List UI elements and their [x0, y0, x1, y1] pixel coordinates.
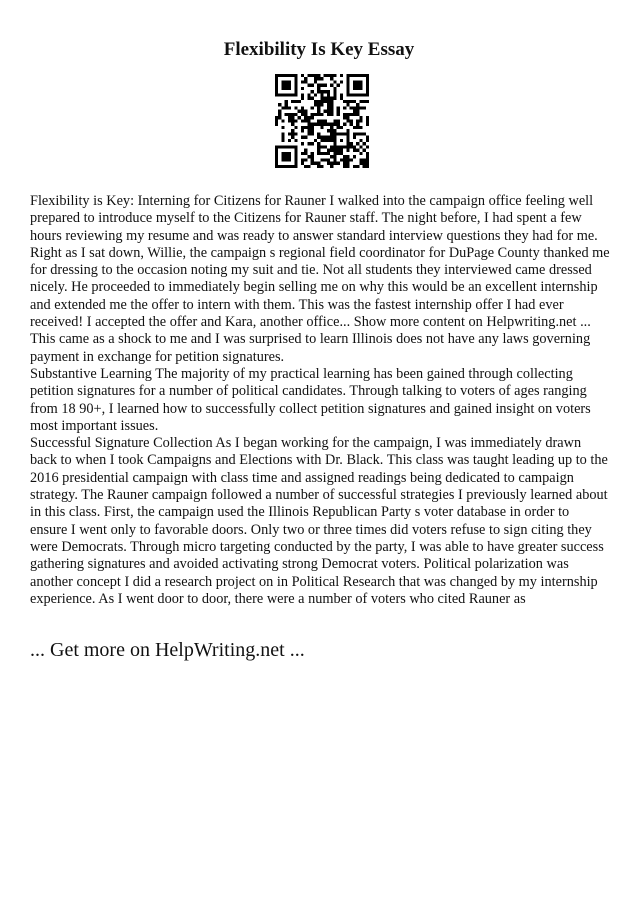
- qr-code-icon: [275, 74, 369, 168]
- qr-code-graphic: [275, 74, 369, 168]
- essay-paragraph-2: This came as a shock to me and I was surprised to learn Illinois does not have any laws governing payment in exchange for petition signatures.: [30, 331, 591, 365]
- essay-paragraph-1: Flexibility is Key: Interning for Citizens for Rauner I walked into the campaign office feeling well prepared to introduce myself to the Citizens for Rauner staff. The night before, I had spent a few hours reviewing my resume and was ready to answer standard interview questions they had for me. Right as I sat down, Willie, the campaign s regional field coordinator for DuPage County thanked me for dressing to the occasion noting my suit and tie. Not all students they interviewed came dressed nicely. He proceeded to immediately begin selling me on why this would be an excellent internship and extended me the offer to intern with them. This was the fastest internship offer I had ever received! I accepted the offer and Kara, another office... Show more content on Helpwriting.net ...: [30, 193, 610, 331]
- page-title: Flexibility Is Key Essay: [223, 39, 415, 60]
- essay-paragraph-3: Substantive Learning The majority of my practical learning has been gained through collecting petition signatures for a number of political candidates. Through talking to voters of ages ranging from 18 90+, I learned how to successfully collect petition signatures and gained insight on voters most important issues.: [30, 365, 591, 434]
- essay-body: [30, 193, 610, 608]
- get-more-link[interactable]: ... Get more on HelpWriting.net ...: [30, 639, 305, 661]
- essay-paragraph-4: Successful Signature Collection As I began working for the campaign, I was immediately drawn back to when I took Campaigns and Elections with Dr. Black. This class was taught leading up to the 2016 presidential campaign with class time and assigned readings being dedicated to campaign strategy. The Rauner campaign followed a number of successful strategies I previously learned about in this class. First, the campaign used the Illinois Republican Party s voter database in order to ensure I went only to favorable doors. Only two or three times did voters refuse to sign citing they were Democrats. Through micro targeting conducted by the party, I was able to have greater success gathering signatures and avoided activating strong Democrat voters. Political polarization was another concept I did a research project on in Political Research that was changed by my internship experience. As I went door to door, there were a number of voters who cited Rauner as: [30, 435, 608, 607]
